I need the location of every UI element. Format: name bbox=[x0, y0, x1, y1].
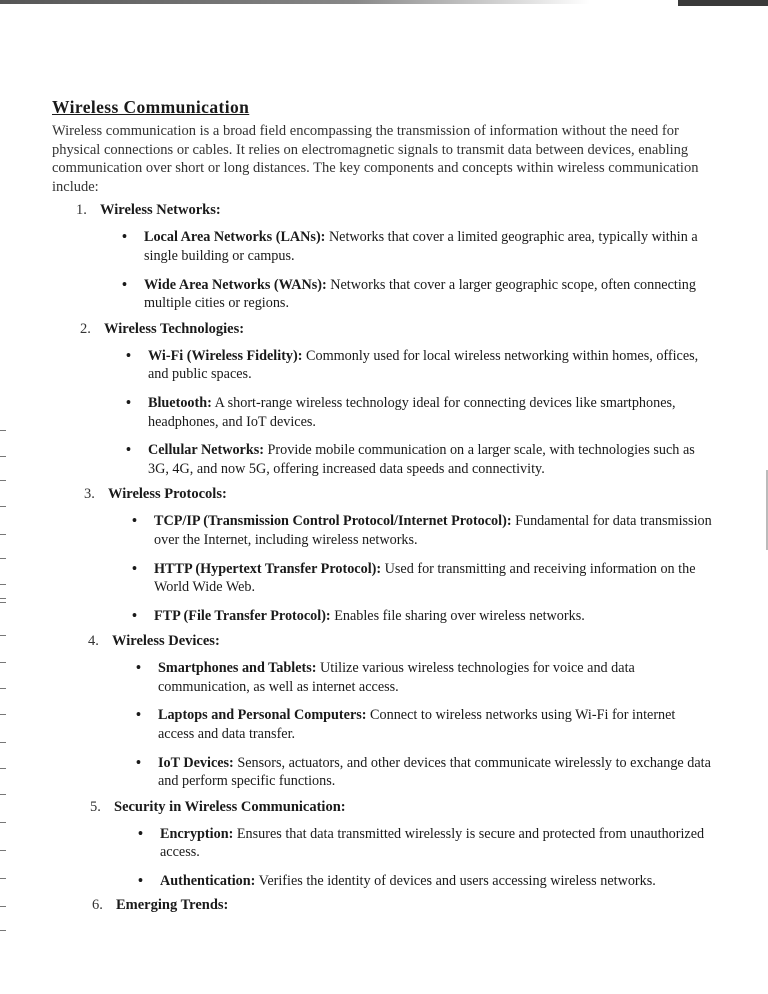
bullet-icon: • bbox=[132, 513, 137, 530]
bullet-icon: • bbox=[122, 229, 127, 246]
scan-mark bbox=[0, 768, 6, 769]
scan-mark bbox=[0, 794, 6, 795]
section-heading bbox=[80, 319, 712, 339]
section-heading bbox=[84, 484, 712, 504]
item-description: Ensures that data transmitted wirelessly is secure and protected from unauthorized access. bbox=[160, 825, 705, 861]
scan-mark bbox=[0, 602, 6, 603]
item-term: Cellular Networks: bbox=[148, 442, 264, 459]
scan-mark bbox=[0, 742, 6, 743]
item-description: Provide mobile communication on a larger scale, with technologies such as 3G, 4G, and now 5G, offering increased data speeds and connectivity. bbox=[148, 442, 695, 477]
scan-mark bbox=[0, 598, 6, 599]
scan-mark bbox=[0, 430, 6, 431]
document-title: Wireless Communication bbox=[52, 97, 250, 117]
item-description: Verifies the identity of devices and users accessing wireless networks. bbox=[258, 873, 656, 890]
bullet-list bbox=[52, 228, 712, 312]
list-item bbox=[138, 825, 712, 862]
list-item bbox=[132, 512, 712, 549]
item-description: Utilize various wireless technologies for voice and data communication, as well as internet access. bbox=[158, 660, 635, 695]
bullet-icon: • bbox=[138, 873, 143, 890]
item-term: TCP/IP (Transmission Control Protocol/Internet Protocol): bbox=[154, 513, 512, 530]
scan-mark bbox=[0, 456, 6, 457]
item-term: Encryption: bbox=[160, 825, 234, 842]
bullet-list bbox=[52, 825, 712, 891]
bullet-icon: • bbox=[126, 442, 131, 459]
scan-margin-marks bbox=[0, 430, 8, 950]
scan-edge-top-right bbox=[678, 0, 768, 6]
section-title: Wireless Technologies: bbox=[104, 320, 245, 337]
section-number: 4. bbox=[88, 633, 99, 650]
section-6 bbox=[52, 895, 712, 915]
item-term: Wide Area Networks (WANs): bbox=[144, 276, 327, 293]
item-description: Networks that cover a limited geographic area, typically within a single building or campus. bbox=[144, 229, 698, 264]
section-5 bbox=[52, 797, 712, 891]
scan-mark bbox=[0, 534, 6, 535]
scan-mark bbox=[0, 584, 6, 585]
bullet-icon: • bbox=[136, 754, 141, 771]
scan-mark bbox=[0, 662, 6, 663]
scan-mark bbox=[0, 930, 6, 931]
bullet-icon: • bbox=[138, 825, 143, 842]
section-list bbox=[52, 200, 712, 914]
bullet-icon: • bbox=[136, 660, 141, 677]
item-term: HTTP (Hypertext Transfer Protocol): bbox=[154, 560, 382, 577]
section-title: Emerging Trends: bbox=[116, 896, 229, 913]
intro-paragraph: Wireless communication is a broad field encompassing the transmission of information without the need for physical connections or cables. It relies on electromagnetic signals to transmit data between devices, enabling communication over short or long distances. The key components and concepts within wireless communication include: bbox=[52, 123, 699, 195]
scan-edge-top bbox=[0, 0, 590, 4]
section-3 bbox=[52, 484, 712, 625]
scan-mark bbox=[0, 878, 6, 879]
section-number: 2. bbox=[80, 320, 91, 337]
section-heading bbox=[92, 895, 712, 915]
item-term: FTP (File Transfer Protocol): bbox=[154, 607, 331, 624]
scan-mark bbox=[0, 714, 6, 715]
section-number: 5. bbox=[90, 798, 101, 815]
item-description: Connect to wireless networks using Wi-Fi for internet access and data transfer. bbox=[158, 707, 676, 743]
scan-mark bbox=[0, 906, 6, 907]
list-item bbox=[136, 706, 712, 743]
bullet-icon: • bbox=[132, 560, 137, 577]
bullet-icon: • bbox=[122, 276, 127, 293]
section-4 bbox=[52, 631, 712, 791]
item-description: Used for transmitting and receiving information on the World Wide Web. bbox=[154, 560, 696, 596]
item-term: Local Area Networks (LANs): bbox=[144, 229, 326, 246]
item-description: Enables file sharing over wireless networks. bbox=[334, 607, 585, 624]
list-item bbox=[126, 441, 712, 478]
section-2 bbox=[52, 319, 712, 479]
section-title: Wireless Networks: bbox=[100, 202, 221, 219]
item-description: A short-range wireless technology ideal for connecting devices like smartphones, headphones, and IoT devices. bbox=[148, 394, 676, 430]
bullet-list bbox=[52, 347, 712, 479]
item-term: Authentication: bbox=[160, 873, 256, 890]
scan-mark bbox=[0, 480, 6, 481]
bullet-icon: • bbox=[126, 347, 131, 364]
section-number: 6. bbox=[92, 896, 103, 913]
list-item bbox=[132, 607, 712, 626]
scan-mark bbox=[0, 822, 6, 823]
list-item bbox=[136, 659, 712, 696]
item-term: Smartphones and Tablets: bbox=[158, 660, 317, 677]
section-title: Wireless Protocols: bbox=[108, 486, 227, 503]
bullet-icon: • bbox=[126, 394, 131, 411]
item-description: Networks that cover a larger geographic scope, often connecting multiple cities or regions. bbox=[144, 276, 696, 312]
scan-mark bbox=[0, 688, 6, 689]
item-description: Sensors, actuators, and other devices that communicate wirelessly to exchange data and perform specific functions. bbox=[158, 754, 711, 790]
bullet-list bbox=[52, 512, 712, 625]
list-item bbox=[122, 228, 712, 265]
item-term: Wi-Fi (Wireless Fidelity): bbox=[148, 347, 303, 364]
section-heading bbox=[90, 797, 712, 817]
scan-mark bbox=[0, 558, 6, 559]
item-description: Commonly used for local wireless networking within homes, offices, and public spaces. bbox=[148, 347, 699, 383]
section-heading bbox=[76, 200, 712, 220]
item-term: Bluetooth: bbox=[148, 394, 212, 411]
section-1 bbox=[52, 200, 712, 312]
section-number: 3. bbox=[84, 486, 95, 503]
bullet-list bbox=[52, 659, 712, 791]
item-term: IoT Devices: bbox=[158, 754, 234, 771]
list-item bbox=[122, 276, 712, 313]
section-number: 1. bbox=[76, 202, 87, 219]
section-title: Wireless Devices: bbox=[112, 633, 220, 650]
scan-mark bbox=[0, 506, 6, 507]
list-item bbox=[132, 560, 712, 597]
item-description: Fundamental for data transmission over the Internet, including wireless networks. bbox=[154, 513, 712, 548]
list-item bbox=[126, 347, 712, 384]
list-item bbox=[126, 394, 712, 431]
list-item bbox=[138, 872, 712, 891]
bullet-icon: • bbox=[132, 607, 137, 624]
item-term: Laptops and Personal Computers: bbox=[158, 707, 367, 724]
section-title: Security in Wireless Communication: bbox=[114, 798, 346, 815]
scan-mark bbox=[0, 635, 6, 636]
section-heading bbox=[88, 631, 712, 651]
bullet-icon: • bbox=[136, 707, 141, 724]
list-item bbox=[136, 754, 712, 791]
document-page bbox=[52, 96, 712, 915]
scan-mark bbox=[0, 850, 6, 851]
